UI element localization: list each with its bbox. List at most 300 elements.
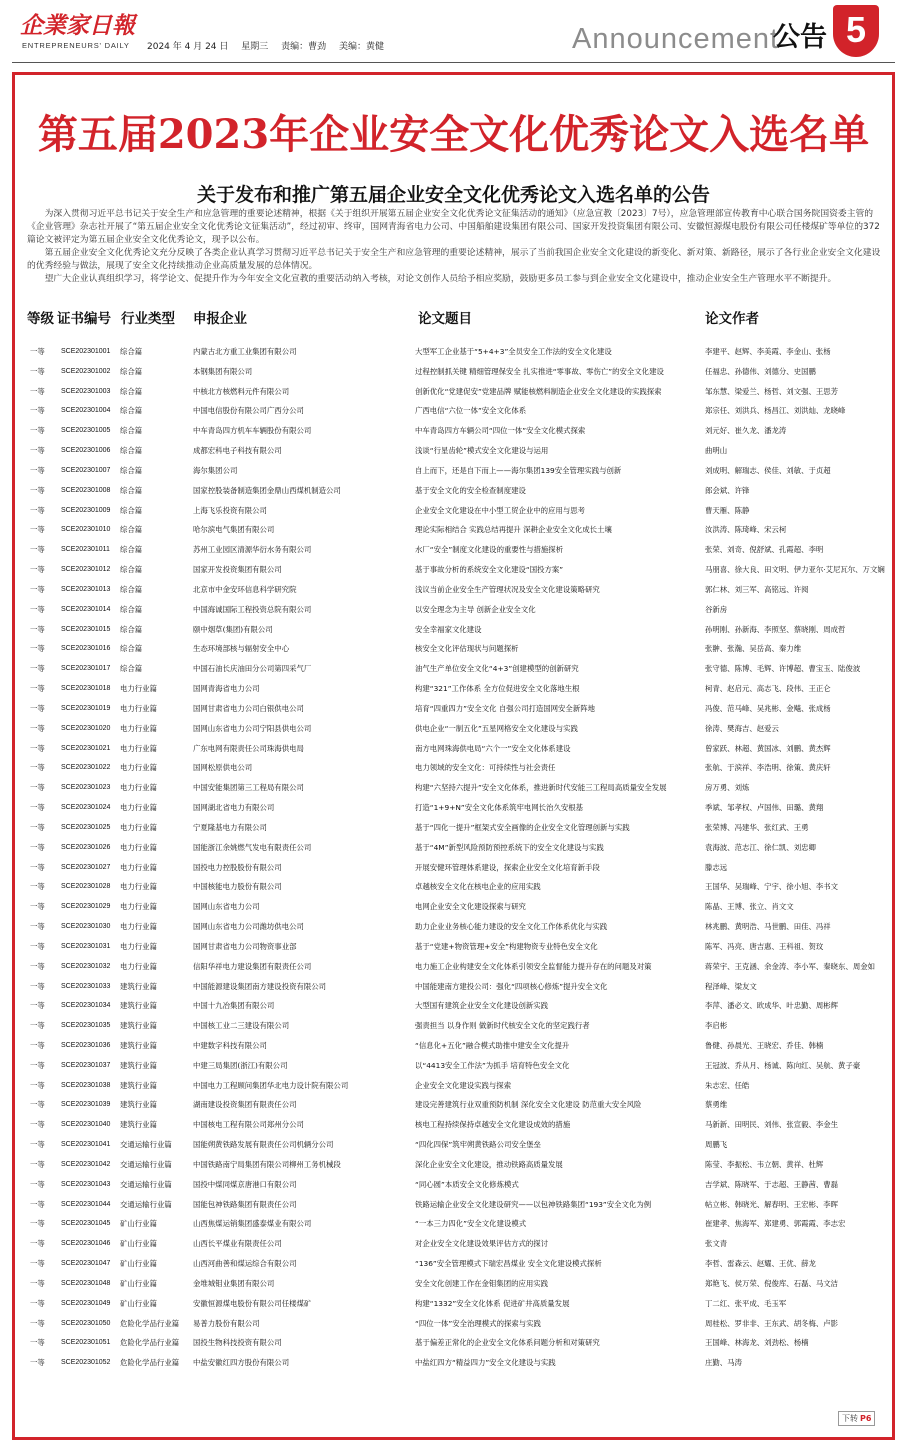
table-row: [0, 1333, 907, 1353]
cell-authors: 程泽峰、梁友文: [705, 981, 757, 991]
cell-company: 中国核电工程有限公司郑州分公司: [193, 1120, 304, 1130]
cell-title: 基于“党建+物资管理+安全”构建物资专业特色安全文化: [415, 941, 598, 951]
cell-industry: 电力行业篇: [120, 743, 157, 753]
cell-cert: SCE202301039: [61, 1101, 111, 1109]
table-row: [0, 1115, 907, 1135]
cell-company: 中国电力工程顾问集团华北电力设计院有限公司: [193, 1080, 349, 1090]
table-row: [0, 1234, 907, 1254]
table-row: [0, 639, 907, 659]
cell-level: 一等: [30, 1100, 45, 1110]
table-row: [0, 382, 907, 402]
cell-level: 一等: [30, 644, 45, 654]
cell-title: 核电工程持续保持卓越安全文化建设成效的措施: [415, 1120, 571, 1130]
cell-company: 国网山东省电力公司潍坊供电公司: [193, 922, 304, 932]
cell-cert: SCE202301050: [61, 1319, 111, 1327]
table-row: [0, 580, 907, 600]
table-row: [0, 1353, 907, 1373]
art-editor-credit: 美编：黄健: [339, 42, 385, 52]
table-row: [0, 540, 907, 560]
cell-authors: 张文青: [705, 1239, 728, 1249]
cell-authors: 邹东慧、梁爱兰、杨哲、刘文强、王思芳: [705, 386, 839, 396]
page-number-badge: [833, 5, 879, 57]
cell-company: 颐中烟草(集团)有限公司: [193, 624, 273, 634]
cell-title: 供电企业“一制五化”五星网格安全文化建设与实践: [415, 723, 578, 733]
cell-authors: 庄勤、马涛: [705, 1358, 742, 1368]
cell-cert: SCE202301036: [61, 1041, 111, 1049]
cell-title: 浅议当前企业安全生产管理状况及安全文化建设策略研究: [415, 584, 600, 594]
header-industry: 行业类型: [121, 311, 175, 327]
cell-authors: 袁海波、范志江、徐仁凯、刘忠卿: [705, 842, 816, 852]
cell-level: 一等: [30, 1179, 45, 1189]
cell-title: 培育“四重四力”安全文化 自强公司打造国网安全新阵地: [415, 703, 595, 713]
cell-company: 中国电信股份有限公司广西分公司: [193, 406, 304, 416]
cell-authors: 郭仁林、刘三军、高铭远、许阅: [705, 584, 809, 594]
continued-on-notice: [838, 1411, 875, 1426]
cell-title: 企业安全文化建设实践与探索: [415, 1080, 512, 1090]
cell-company: 中国核能电力股份有限公司: [193, 882, 282, 892]
cell-level: 一等: [30, 803, 45, 813]
cell-cert: SCE202301031: [61, 942, 111, 950]
table-row: [0, 917, 907, 937]
cell-level: 一等: [30, 882, 45, 892]
cell-title: 理论实际相结合 实践总结再提升 深耕企业安全文化成长土壤: [415, 525, 612, 535]
cell-authors: 郑艳飞、侯万荣、倪俊库、石磊、马文洁: [705, 1278, 839, 1288]
cell-cert: SCE202301025: [61, 823, 111, 831]
cell-industry: 综合篇: [120, 347, 143, 356]
cell-industry: 交通运输行业篇: [120, 1140, 172, 1150]
cell-cert: SCE202301010: [61, 526, 111, 534]
cell-title: 建设完善建筑行业双重预防机制 深化安全文化建设 防范重大安全风险: [415, 1100, 642, 1110]
cell-company: 国能包神铁路集团有限责任公司: [193, 1199, 297, 1209]
cell-authors: 曾家跃、林超、黄国冰、刘鹏、黄杰辉: [705, 743, 831, 753]
cell-cert: SCE202301051: [61, 1339, 111, 1347]
table-row: [0, 758, 907, 778]
cell-title: 基于偏差正常化的企业安全文化体系问题分析和对策研究: [415, 1338, 600, 1348]
cell-industry: 综合篇: [120, 446, 143, 456]
header-level: 等级: [27, 311, 54, 327]
cell-cert: SCE202301007: [61, 466, 111, 474]
cell-company: 山西长平煤业有限责任公司: [193, 1239, 282, 1249]
cell-level: 一等: [30, 1001, 45, 1011]
cell-company: 中国能源建设集团南方建设投资有限公司: [193, 981, 327, 991]
cell-industry: 电力行业篇: [120, 783, 157, 793]
cell-authors: 吉学斌、陈晓军、于志超、王静茜、曹磊: [705, 1179, 839, 1189]
cell-cert: SCE202301002: [61, 367, 111, 375]
cell-cert: SCE202301043: [61, 1180, 111, 1188]
cell-authors: 陈军、冯亮、唐吉惠、王科祖、贺玟: [705, 941, 824, 951]
cell-industry: 综合篇: [120, 406, 143, 416]
table-row: [0, 996, 907, 1016]
cell-industry: 综合篇: [120, 565, 143, 575]
cell-authors: 郎会斌、许锋: [705, 485, 750, 495]
cell-title: 助力企业业务核心能力建设的安全文化工作体系优化与实践: [415, 922, 608, 932]
cell-cert: SCE202301037: [61, 1061, 111, 1069]
header-authors: 论文作者: [705, 311, 759, 327]
cell-title: “136”安全管理模式下瑞宏昌煤业 安全文化建设模式探析: [415, 1259, 602, 1269]
section-name-english: Announcement: [572, 23, 780, 55]
cell-title: 大型军工企业基于“5+4+3”全员安全工作法的安全文化建设: [415, 347, 612, 356]
cell-cert: SCE202301040: [61, 1121, 111, 1129]
cell-title: 构建“六坚持六提升”安全文化体系，推进新时代安能三工程局高质量安全发展: [415, 783, 667, 793]
cell-level: 一等: [30, 584, 45, 594]
cell-title: “四化四保”筑牢朔黄铁路公司安全堡垒: [415, 1140, 541, 1150]
cell-level: 一等: [30, 485, 45, 495]
cell-cert: SCE202301034: [61, 1002, 111, 1010]
cell-level: 一等: [30, 1199, 45, 1209]
table-row: [0, 421, 907, 441]
issue-date: 2024 年 4 月 24 日: [147, 42, 229, 52]
cell-level: 一等: [30, 1278, 45, 1288]
newspaper-logo-subtitle: ENTREPRENEURS' DAILY: [22, 41, 130, 50]
cell-level: 一等: [30, 1060, 45, 1070]
cell-cert: SCE202301047: [61, 1260, 111, 1268]
table-row: [0, 1095, 907, 1115]
cell-authors: 刘成明、解瑞志、侯佳、刘敏、于贞超: [705, 465, 831, 475]
table-row: [0, 1056, 907, 1076]
cell-authors: 张守德、陈博、毛辉、许博超、曹宝玉、陆俊波: [705, 664, 861, 674]
cell-level: 一等: [30, 525, 45, 535]
cell-authors: 汝洪涛、陈琦峰、宋云柯: [705, 525, 787, 535]
cell-authors: 周桂松、罗非非、王东武、胡冬梅、卢影: [705, 1318, 839, 1328]
table-row: [0, 620, 907, 640]
table-header: [0, 309, 907, 329]
cell-industry: 建筑行业篇: [120, 981, 157, 991]
cell-title: 电网企业安全文化建设探索与研究: [415, 902, 526, 912]
cell-company: 国能浙江余姚燃气发电有限责任公司: [193, 842, 312, 852]
table-row: [0, 520, 907, 540]
cell-industry: 电力行业篇: [120, 763, 157, 773]
cell-cert: SCE202301046: [61, 1240, 111, 1248]
cell-industry: 建筑行业篇: [120, 1080, 157, 1090]
cell-authors: 张翀、张瀚、吴岳高、秦力维: [705, 644, 802, 654]
cell-title: 铁路运输企业安全文化建设研究——以包神铁路集团“193”安全文化为例: [415, 1199, 652, 1209]
cell-title: 电力施工企业构建安全文化体系引领安全监督能力提升存在的问题及对策: [415, 961, 652, 971]
cell-cert: SCE202301023: [61, 784, 111, 792]
cell-authors: 曲明山: [705, 446, 728, 456]
cell-authors: 滕志远: [705, 862, 728, 872]
cell-company: 国网松原供电公司: [193, 763, 253, 773]
cell-level: 一等: [30, 1239, 45, 1249]
cell-company: 内蒙古北方重工业集团有限公司: [193, 347, 297, 356]
cell-authors: 朱志宏、任皓: [705, 1080, 750, 1090]
cell-industry: 电力行业篇: [120, 922, 157, 932]
table-row: [0, 719, 907, 739]
cell-cert: SCE202301004: [61, 407, 111, 415]
cell-industry: 电力行业篇: [120, 723, 157, 733]
cell-company: 中建数字科技有限公司: [193, 1040, 267, 1050]
cell-authors: 季斌、邹孝权、卢国伟、田璐、黄翔: [705, 803, 824, 813]
cell-cert: SCE202301045: [61, 1220, 111, 1228]
cell-company: 中核北方核燃料元件有限公司: [193, 386, 290, 396]
cell-authors: 李萍、潘必文、欧成华、叶忠勤、周彬辉: [705, 1001, 839, 1011]
cell-authors: 蒋荣宇、王克涵、余金涛、李小军、秦晓东、周金如: [705, 961, 875, 971]
cell-level: 一等: [30, 1358, 45, 1368]
cell-title: 油气生产单位安全文化“4+3”创建模型的创新研究: [415, 664, 579, 674]
cell-industry: 建筑行业篇: [120, 1040, 157, 1050]
cell-cert: SCE202301006: [61, 447, 111, 455]
cell-cert: SCE202301032: [61, 962, 111, 970]
masthead-divider: [12, 62, 895, 63]
cell-level: 一等: [30, 1021, 45, 1031]
cell-cert: SCE202301019: [61, 704, 111, 712]
editor-credit: 责编：曹劲: [281, 42, 327, 52]
cell-level: 一等: [30, 684, 45, 694]
notice-paragraph: 第五届企业安全文化优秀论文充分反映了各类企业认真学习贯彻习近平总书记关于安全生产和应急管理的重要论述精神，展示了当前我国企业安全文化建设的新变化、新对策、新路径，展示了各行业企业安全文化建设的优秀经验与做法，展现了安全文化持续推动企业高质量发展的总体情况。: [27, 248, 881, 271]
cell-authors: 谷新房: [705, 604, 728, 614]
cell-level: 一等: [30, 1338, 45, 1348]
cell-level: 一等: [30, 961, 45, 971]
winners-table-body: [0, 342, 907, 1373]
table-row: [0, 501, 907, 521]
cell-cert: SCE202301001: [61, 348, 111, 355]
cell-industry: 电力行业篇: [120, 803, 157, 813]
cell-authors: 李启彬: [705, 1021, 728, 1031]
cell-title: “一本三力四化”安全文化建设模式: [415, 1219, 527, 1229]
cell-authors: 李哲、雷森云、赵耀、王优、薛龙: [705, 1259, 816, 1269]
cell-title: 大型国有建筑企业安全文化建设创新实践: [415, 1001, 549, 1011]
cell-level: 一等: [30, 902, 45, 912]
dateline: [147, 41, 394, 53]
cell-cert: SCE202301044: [61, 1200, 111, 1208]
table-row: [0, 818, 907, 838]
cell-industry: 建筑行业篇: [120, 1001, 157, 1011]
table-row: [0, 560, 907, 580]
cell-industry: 综合篇: [120, 426, 143, 436]
cell-cert: SCE202301021: [61, 744, 111, 752]
cell-title: 核安全文化评估现状与问题探析: [415, 644, 519, 654]
cell-title: 过程控制抓关键 精细管理保安全 扎实推进“零事故、零伤亡”的安全文化建设: [415, 366, 664, 376]
cell-company: 哈尔滨电气集团有限公司: [193, 525, 275, 535]
cell-industry: 综合篇: [120, 485, 143, 495]
cell-industry: 电力行业篇: [120, 902, 157, 912]
cell-industry: 危险化学品行业篇: [120, 1318, 180, 1328]
cell-industry: 矿山行业篇: [120, 1219, 157, 1229]
notice-paragraph: 望广大企业认真组织学习，将学论文、促提升作为今年安全文化宣教的重要活动纳入考核，对论文创作人员给予相应奖励，鼓励更多员工参与到企业安全文化建设中，推动企业安全生产管理水平不断提升。: [44, 274, 837, 284]
table-row: [0, 1135, 907, 1155]
cell-industry: 建筑行业篇: [120, 1100, 157, 1110]
cell-company: 国网山东省电力公司宁阳县供电公司: [193, 723, 312, 733]
table-row: [0, 481, 907, 501]
cell-level: 一等: [30, 941, 45, 951]
cell-cert: SCE202301049: [61, 1299, 111, 1307]
notice-body: [27, 208, 883, 286]
table-row: [0, 600, 907, 620]
table-row: [0, 679, 907, 699]
newspaper-logo: 企業家日報: [20, 12, 135, 39]
cell-title: 深化企业安全文化建设，推动铁路高质量发展: [415, 1159, 563, 1169]
cell-company: 国投中煤同煤京唐港口有限公司: [193, 1179, 297, 1189]
cell-title: 基于安全文化的安全检查制度建设: [415, 485, 526, 495]
table-row: [0, 1314, 907, 1334]
cell-level: 一等: [30, 703, 45, 713]
cell-industry: 电力行业篇: [120, 961, 157, 971]
cell-level: 一等: [30, 1298, 45, 1308]
cell-industry: 综合篇: [120, 545, 143, 555]
cell-industry: 矿山行业篇: [120, 1278, 157, 1288]
cell-industry: 建筑行业篇: [120, 1060, 157, 1070]
cell-cert: SCE202301013: [61, 585, 111, 593]
cell-authors: 柯青、赵启元、高志飞、段伟、王正仑: [705, 684, 831, 694]
cell-company: 苏州工业园区清源华衍水务有限公司: [193, 545, 312, 555]
cell-company: 海尔集团公司: [193, 465, 238, 475]
cell-authors: 崔建孝、焦海军、郑建勇、郭霞霞、李志宏: [705, 1219, 846, 1229]
cell-company: 国网甘肃省电力公司物资事业部: [193, 941, 297, 951]
cell-title: 中车青岛四方车辆公司“四位一体”安全文化模式探索: [415, 426, 586, 436]
cell-authors: 王国华、吴瑞峰、宁宇、徐小旭、李书文: [705, 882, 839, 892]
cell-title: 强责担当 以身作则 做新时代核安全文化的坚定践行者: [415, 1021, 590, 1031]
cell-level: 一等: [30, 1120, 45, 1130]
cell-cert: SCE202301041: [61, 1141, 111, 1149]
cell-cert: SCE202301008: [61, 486, 111, 494]
cell-level: 一等: [30, 465, 45, 475]
cell-company: 中国石油长庆油田分公司第四采气厂: [193, 664, 312, 674]
cell-level: 一等: [30, 347, 45, 356]
cell-title: 南方电网珠海供电局“六个一”安全文化体系建设: [415, 743, 571, 753]
cell-industry: 建筑行业篇: [120, 1120, 157, 1130]
cell-title: 卓越核安全文化在核电企业的应用实践: [415, 882, 541, 892]
continued-page: P6: [860, 1414, 872, 1423]
cell-level: 一等: [30, 664, 45, 674]
cell-title: 安全幸福家文化建设: [415, 624, 482, 634]
table-row: [0, 937, 907, 957]
cell-level: 一等: [30, 842, 45, 852]
table-row: [0, 342, 907, 362]
cell-industry: 交通运输行业篇: [120, 1199, 172, 1209]
cell-industry: 综合篇: [120, 624, 143, 634]
cell-cert: SCE202301033: [61, 982, 111, 990]
cell-title: 浅谈“行星齿轮”模式安全文化建设与运用: [415, 446, 549, 456]
cell-level: 一等: [30, 406, 45, 416]
cell-authors: 王冠波、乔从月、杨诚、陈向红、吴航、黄子豪: [705, 1060, 861, 1070]
cell-company: 国网湖北省电力有限公司: [193, 803, 275, 813]
cell-company: 中国铁路南宁局集团有限公司柳州工务机械段: [193, 1159, 341, 1169]
cell-company: 国家控股装备制造集团金鼎山西煤机制造公司: [193, 485, 341, 495]
continued-prefix: 下转: [842, 1414, 858, 1423]
cell-industry: 电力行业篇: [120, 822, 157, 832]
table-row: [0, 1016, 907, 1036]
cell-industry: 电力行业篇: [120, 684, 157, 694]
cell-level: 一等: [30, 366, 45, 376]
cell-title: 基于“4M”新型风险预防预控系统下的安全文化建设与实践: [415, 842, 604, 852]
cell-company: 国能朔黄铁路发展有限责任公司机辆分公司: [193, 1140, 334, 1150]
cell-level: 一等: [30, 1219, 45, 1229]
cell-industry: 综合篇: [120, 584, 143, 594]
table-row: [0, 1254, 907, 1274]
cell-company: 本钢集团有限公司: [193, 366, 253, 376]
cell-industry: 综合篇: [120, 505, 143, 515]
cell-company: 易普力股份有限公司: [193, 1318, 260, 1328]
table-row: [0, 1175, 907, 1195]
cell-industry: 综合篇: [120, 664, 143, 674]
cell-industry: 交通运输行业篇: [120, 1159, 172, 1169]
cell-authors: 丁二红、张平成、毛玉军: [705, 1298, 787, 1308]
cell-cert: SCE202301030: [61, 923, 111, 931]
cell-cert: SCE202301048: [61, 1279, 111, 1287]
cell-level: 一等: [30, 426, 45, 436]
cell-title: “四位一体”安全治理模式的探索与实践: [415, 1318, 541, 1328]
cell-title: 基于“四化一提升”框架式安全画像的企业安全文化管理创新与实践: [415, 822, 630, 832]
cell-industry: 综合篇: [120, 465, 143, 475]
cell-title: 开展安健环管理体系建设，探索企业安全文化培育新手段: [415, 862, 600, 872]
cell-authors: 周鹏飞: [705, 1140, 728, 1150]
cell-authors: 任福忠、孙德伟、刘德分、史国鹏: [705, 366, 816, 376]
table-row: [0, 1214, 907, 1234]
table-row: [0, 1274, 907, 1294]
cell-level: 一等: [30, 1259, 45, 1269]
cell-title: 对企业安全文化建设效果评估方式的探讨: [415, 1239, 549, 1249]
cell-title: 以安全理念为主导 创新企业安全文化: [415, 604, 536, 614]
cell-title: 构建“321”工作体系 全方位促进安全文化落地生根: [415, 684, 580, 694]
cell-company: 安徽恒源煤电股份有限公司任楼煤矿: [193, 1298, 312, 1308]
cell-company: 中国核工业二三建设有限公司: [193, 1021, 290, 1031]
table-row: [0, 699, 907, 719]
cell-company: 国投生物科技投资有限公司: [193, 1338, 282, 1348]
cell-level: 一等: [30, 783, 45, 793]
cell-cert: SCE202301014: [61, 605, 111, 613]
table-row: [0, 957, 907, 977]
table-row: [0, 838, 907, 858]
cell-title: 自上而下，还是自下而上——海尔集团139安全管理实践与创新: [415, 465, 622, 475]
cell-authors: 蔡勇维: [705, 1100, 728, 1110]
cell-industry: 建筑行业篇: [120, 1021, 157, 1031]
notice-title: 关于发布和推广第五届企业安全文化优秀论文入选名单的公告: [196, 184, 710, 206]
cell-industry: 综合篇: [120, 644, 143, 654]
cell-cert: SCE202301016: [61, 645, 111, 653]
cell-authors: 郑宗任、刘洪兵、杨昌江、刘洪灿、龙晓峰: [705, 406, 846, 416]
cell-industry: 电力行业篇: [120, 862, 157, 872]
cell-cert: SCE202301009: [61, 506, 111, 514]
cell-title: 打造“1+9+N”安全文化体系筑牢电网长治久安根基: [415, 803, 584, 813]
cell-industry: 危险化学品行业篇: [120, 1358, 180, 1368]
cell-cert: SCE202301029: [61, 903, 111, 911]
cell-authors: 冯俊、范马峰、吴兆彬、金飚、张成杨: [705, 703, 831, 713]
table-row: [0, 858, 907, 878]
cell-cert: SCE202301035: [61, 1022, 111, 1030]
table-row: [0, 1195, 907, 1215]
table-row: [0, 1076, 907, 1096]
cell-title: 安全文化创建工作在金钼集团的应用实践: [415, 1278, 549, 1288]
cell-level: 一等: [30, 604, 45, 614]
cell-company: 国网青海省电力公司: [193, 684, 260, 694]
cell-authors: 马朋喜、徐大良、田文明、伊力亚尔·艾尼瓦尔、万文娴: [705, 565, 885, 575]
cell-authors: 林兆鹏、黄明浩、马世鹏、田佳、冯祥: [705, 922, 831, 932]
cell-company: 中盐安徽红四方股份有限公司: [193, 1358, 290, 1368]
cell-cert: SCE202301017: [61, 665, 111, 673]
cell-cert: SCE202301005: [61, 427, 111, 435]
cell-title: 基于事故分析的系统安全文化建设“国投方案”: [415, 565, 564, 575]
cell-level: 一等: [30, 1080, 45, 1090]
cell-level: 一等: [30, 386, 45, 396]
cell-level: 一等: [30, 763, 45, 773]
cell-level: 一等: [30, 1040, 45, 1050]
cell-company: 湖南建设投资集团有限责任公司: [193, 1100, 297, 1110]
cell-cert: SCE202301052: [61, 1359, 111, 1367]
cell-cert: SCE202301012: [61, 566, 111, 574]
table-row: [0, 1294, 907, 1314]
cell-level: 一等: [30, 743, 45, 753]
cell-industry: 综合篇: [120, 604, 143, 614]
cell-cert: SCE202301027: [61, 863, 111, 871]
cell-company: 生态环境部核与辐射安全中心: [193, 644, 290, 654]
cell-cert: SCE202301020: [61, 724, 111, 732]
cell-level: 一等: [30, 981, 45, 991]
cell-company: 中国十九冶集团有限公司: [193, 1001, 275, 1011]
page-number: 5: [845, 9, 867, 50]
cell-authors: 马新新、田明民、刘伟、张宣毅、李金生: [705, 1120, 839, 1130]
header-cert: 证书编号: [57, 311, 111, 327]
cell-industry: 综合篇: [120, 366, 143, 376]
cell-cert: SCE202301028: [61, 883, 111, 891]
